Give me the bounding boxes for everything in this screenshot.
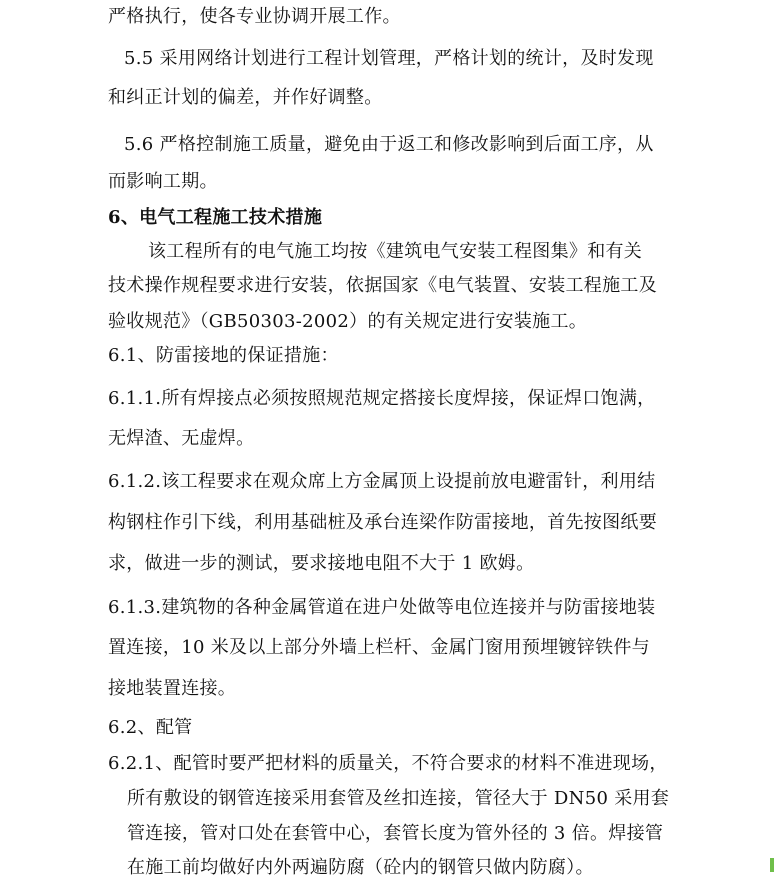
text-line: 求，做进一步的测试，要求接地电阻不大于 1 欧姆。 [108,553,535,574]
subsection-heading: 6.1、防雷接地的保证措施： [108,345,339,366]
text-line: 5.5 采用网络计划进行工程计划管理，严格计划的统计，及时发现 [124,48,654,69]
text-line: 无焊渣、无虚焊。 [108,428,255,449]
text-line: 验收规范》（GB50303-2002）的有关规定进行安装施工。 [108,311,588,332]
margin-marker [770,858,774,872]
text-line: 该工程所有的电气施工均按《建筑电气安装工程图集》和有关 [148,241,643,262]
text-line: 管连接，管对口处在套管中心，套管长度为管外径的 3 倍。焊接管 [127,823,664,844]
text-line: 严格执行，使各专业协调开展工作。 [108,6,401,27]
text-line: 构钢柱作引下线，利用基础桩及承台连梁作防雷接地，首先按图纸要 [108,512,657,533]
text-line: 6.1.1.所有焊接点必须按照规范规定搭接长度焊接，保证焊口饱满， [108,388,656,409]
text-line: 5.6 严格控制施工质量，避免由于返工和修改影响到后面工序，从 [124,134,654,155]
subsection-heading: 6.2、配管 [108,717,193,738]
text-line: 所有敷设的钢管连接采用套管及丝扣连接，管径大于 DN50 采用套 [127,788,670,809]
text-line: 6.2.1、配管时要严把材料的质量关，不符合要求的材料不准进现场， [108,753,668,774]
text-line: 6.1.3.建筑物的各种金属管道在进户处做等电位连接并与防雷接地装 [108,597,656,618]
text-line: 在施工前均做好内外两遍防腐（砼内的钢管只做内防腐）。 [127,857,594,878]
text-line: 置连接，10 米及以上部分外墙上栏杆、金属门窗用预埋镀锌铁件与 [108,637,650,658]
section-heading: 6、电气工程施工技术措施 [108,207,323,228]
text-line: 技术操作规程要求进行安装，依据国家《电气装置、安装工程施工及 [108,275,657,296]
text-line: 和纠正计划的偏差，并作好调整。 [108,87,383,108]
text-line: 而影响工期。 [108,171,218,192]
text-line: 6.1.2.该工程要求在观众席上方金属顶上设提前放电避雷针，利用结 [108,471,656,492]
text-line: 接地装置连接。 [108,678,237,699]
